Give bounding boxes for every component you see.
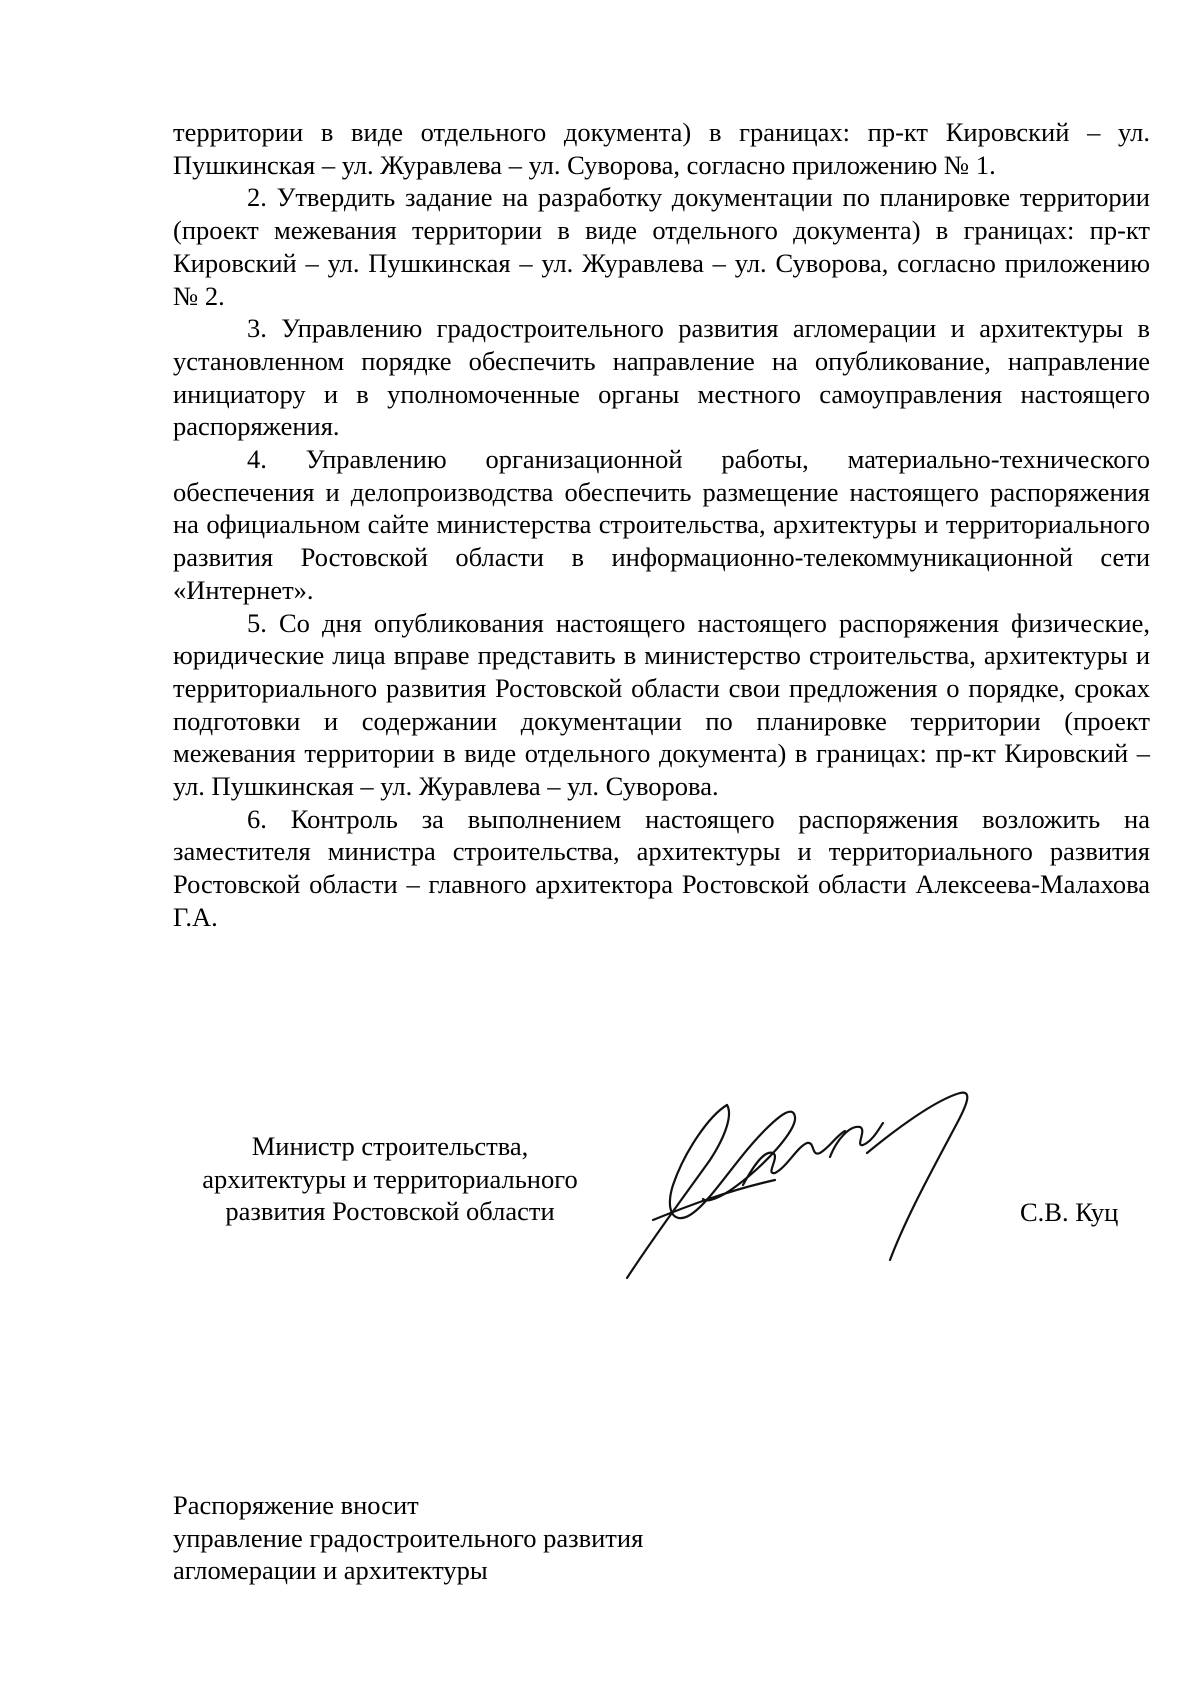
paragraph-item-5: 5. Со дня опубликования настоящего настоящего распоряжения физические, юридические лица вправе представить в министерство строительства, архитектуры и территориального развития Ростовской области свои предложения о порядке, сроках подготовки и содержании документации по планировке территории (проект межевания территории в виде отдельного документа) в границах: пр-кт Кировский – ул. Пушкинская – ул. Журавлева – ул. Суворова. [173, 607, 1150, 802]
document-body [173, 116, 1150, 934]
signer-name: С.В. Куц [1020, 1197, 1119, 1227]
signatory-position [170, 1130, 610, 1228]
signatory-position-line: развития Ростовской области [225, 1196, 555, 1227]
signature-stroke [830, 1123, 883, 1157]
handwritten-signature [615, 1075, 985, 1295]
submitted-by-line: управление градостроительного развития [173, 1522, 644, 1553]
signatory-position-line: архитектуры и территориального [202, 1163, 578, 1194]
paragraph-continuation: территории в виде отдельного документа) в границах: пр-кт Кировский – ул. Пушкинская – ул. Журавлева – ул. Суворова, согласно приложению № 1. [173, 117, 1150, 180]
submitted-by-line: агломерации и архитектуры [173, 1555, 488, 1586]
signatory-position-line: Министр строительства, [251, 1131, 529, 1161]
signature-stroke [867, 1093, 967, 1260]
submitted-by-line: Распоряжение вносит [173, 1490, 419, 1520]
paragraph-item-4: 4. Управлению организационной работы, материально-технического обеспечения и делопроизводства обеспечить размещение настоящего распоряжения на официальном сайте министерства строительства, архитектуры и территориального развития Ростовской области в информационно-телекоммуникационной сети «Интернет». [173, 444, 1150, 605]
paragraph-item-3: 3. Управлению градостроительного развития агломерации и архитектуры в установленном порядке обеспечить направление на опубликование, направление инициатору и в уполномоченные органы местного самоуправления настоящего распоряжения. [173, 313, 1150, 442]
paragraph-item-2: 2. Утвердить задание на разработку документации по планировке территории (проект межевания территории в виде отдельного документа) в границах: пр-кт Кировский – ул. Пушкинская – ул. Журавлева – ул. Суворова, согласно приложению № 2. [173, 182, 1150, 311]
paragraph-item-6: 6. Контроль за выполнением настоящего распоряжения возложить на заместителя министра строительства, архитектуры и территориального развития Ростовской области – главного архитектора Ростовской области Алексеева-Малахова Г.А. [173, 803, 1150, 932]
signature-stroke [670, 1105, 795, 1218]
submitted-by-note [173, 1489, 873, 1587]
